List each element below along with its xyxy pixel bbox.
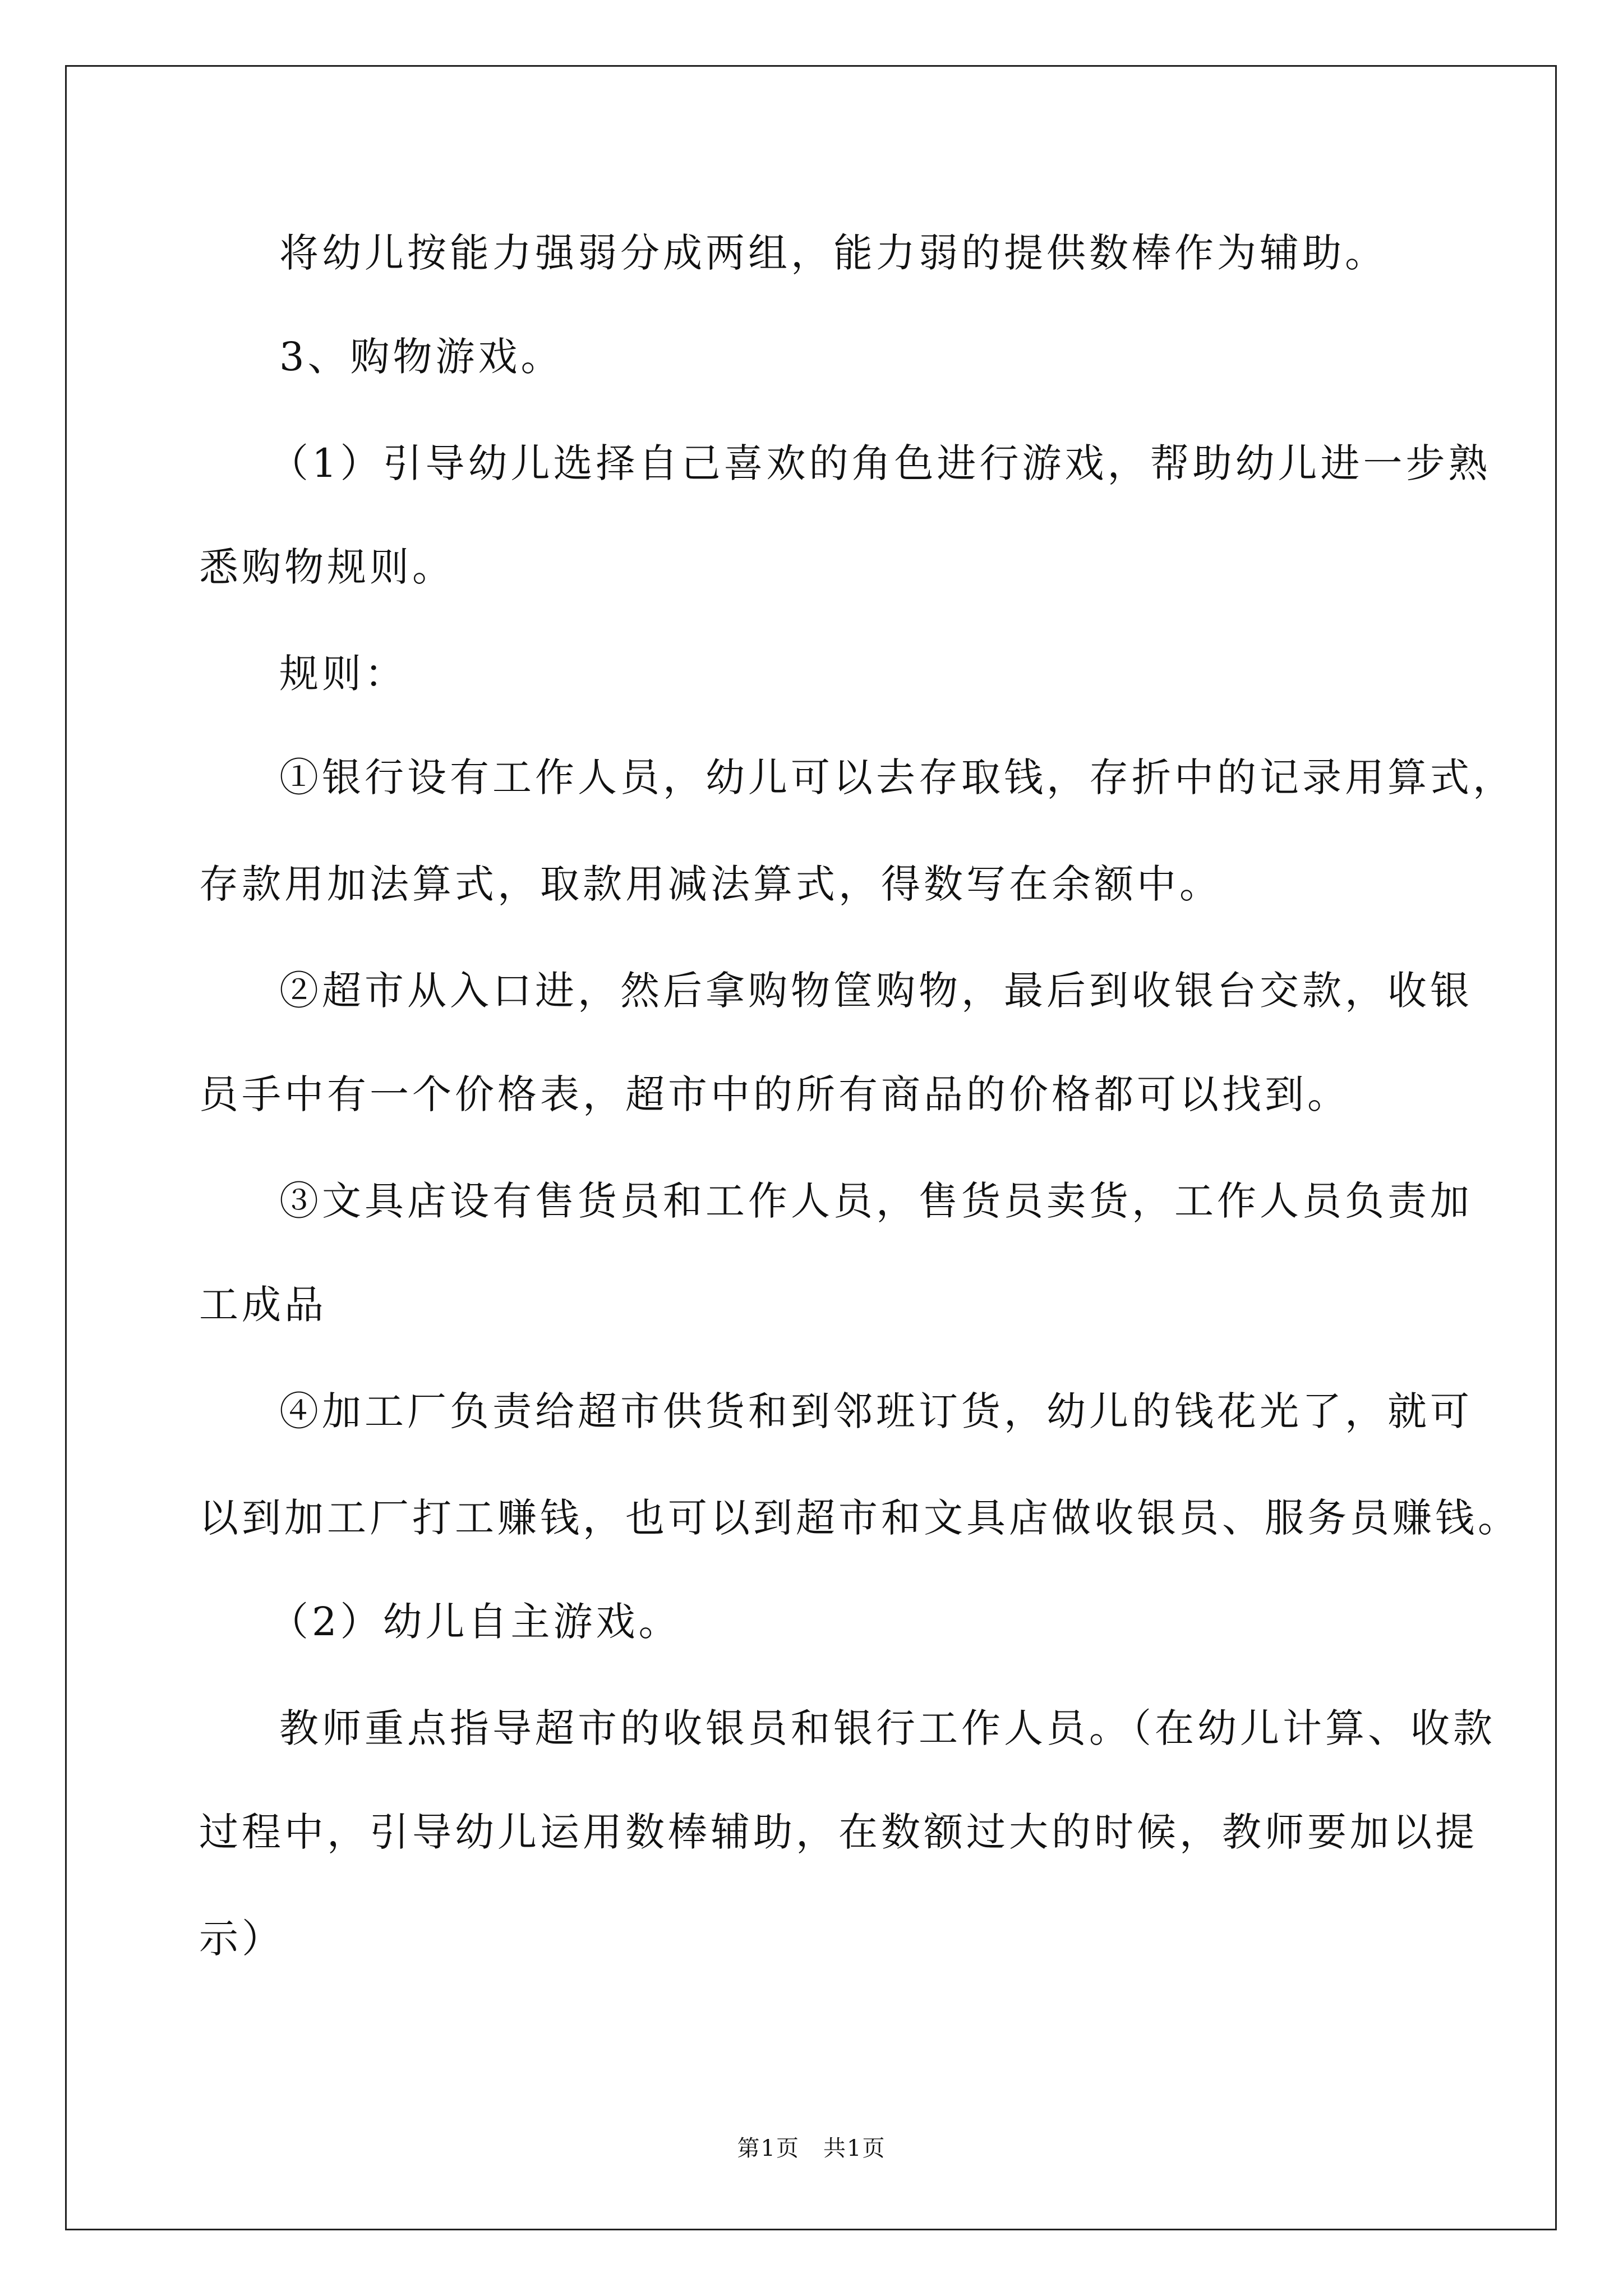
page-number-footer: 第1页 共1页 bbox=[737, 2136, 886, 2161]
rules-label: 规则： bbox=[279, 651, 407, 697]
paragraph-line: 工成品 bbox=[199, 1282, 327, 1328]
paragraph-line: 员手中有一个价格表，超市中的所有商品的价格都可以找到。 bbox=[199, 1071, 1350, 1117]
paragraph-line: 教师重点指导超市的收银员和银行工作人员。（在幼儿计算、收款 bbox=[279, 1705, 1496, 1751]
section-heading: 3、购物游戏。 bbox=[279, 334, 564, 380]
paragraph-line: 示） bbox=[199, 1916, 284, 1962]
paragraph-line: ①银行设有工作人员，幼儿可以去存取钱，存折中的记录用算式， bbox=[279, 754, 1515, 800]
paragraph-line: 将幼儿按能力强弱分成两组，能力弱的提供数棒作为辅助。 bbox=[279, 230, 1387, 276]
paragraph-line: 存款用加法算式，取款用减法算式，得数写在余额中。 bbox=[199, 861, 1222, 907]
page-border bbox=[65, 65, 1557, 2230]
paragraph-line: （1）引导幼儿选择自己喜欢的角色进行游戏，帮助幼儿进一步熟 bbox=[269, 440, 1491, 486]
paragraph-line: 悉购物规则。 bbox=[199, 544, 455, 590]
paragraph-line: 以到加工厂打工赚钱，也可以到超市和文具店做收银员、服务员赚钱。 bbox=[199, 1495, 1520, 1541]
paragraph-line: ②超市从入口进，然后拿购物筐购物，最后到收银台交款，收银 bbox=[279, 968, 1473, 1014]
paragraph-line: ③文具店设有售货员和工作人员，售货员卖货，工作人员负责加 bbox=[279, 1178, 1473, 1224]
paragraph-line: ④加工厂负责给超市供货和到邻班订货，幼儿的钱花光了，就可 bbox=[279, 1388, 1473, 1434]
paragraph-line: （2）幼儿自主游戏。 bbox=[269, 1599, 681, 1645]
paragraph-line: 过程中，引导幼儿运用数棒辅助，在数额过大的时候，教师要加以提 bbox=[199, 1809, 1478, 1855]
